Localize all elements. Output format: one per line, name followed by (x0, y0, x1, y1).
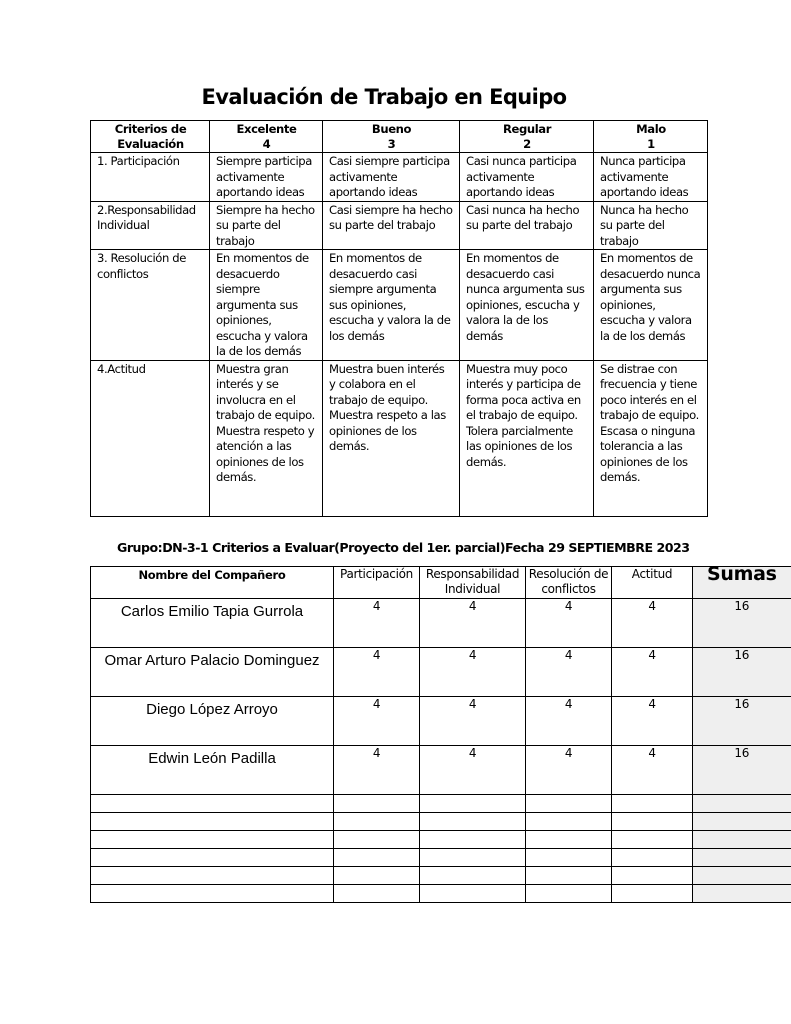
score-responsibility: 4 (420, 746, 526, 795)
rubric-header-row (91, 121, 708, 153)
empty-cell (526, 849, 612, 867)
rubric-cell: Casi nunca ha hecho su parte del trabajo (460, 201, 594, 250)
empty-cell (526, 795, 612, 813)
empty-cell (693, 795, 791, 813)
table-row (91, 599, 791, 648)
rubric-row-participacion (91, 153, 708, 202)
level-name: Bueno (371, 122, 412, 136)
score-sum: 16 (693, 599, 791, 648)
rubric-row-resolucion (91, 250, 708, 361)
level-score: 2 (523, 137, 531, 151)
level-name: Malo (636, 122, 666, 136)
level-name: Regular (502, 122, 552, 136)
header-resolution: Resolución de conflictos (526, 567, 612, 599)
empty-cell (526, 867, 612, 885)
empty-cell (91, 849, 334, 867)
table-row (91, 648, 791, 697)
rubric-cell: Muestra buen interés y colabora en el trabajo de equipo. Muestra respeto a las opiniones de los demás. (323, 360, 460, 516)
student-name: Omar Arturo Palacio Dominguez (91, 648, 334, 697)
score-attitude: 4 (612, 648, 693, 697)
empty-row (91, 885, 791, 903)
student-name: Diego López Arroyo (91, 697, 334, 746)
empty-row (91, 867, 791, 885)
header-responsibility: Responsabilidad Individual (420, 567, 526, 599)
score-sum: 16 (693, 697, 791, 746)
rubric-table (90, 120, 708, 517)
empty-row (91, 831, 791, 849)
rubric-cell: Nunca ha hecho su parte del trabajo (594, 201, 708, 250)
score-resolution: 4 (526, 746, 612, 795)
rubric-criterion: 3. Resolución de conflictos (91, 250, 210, 361)
score-responsibility: 4 (420, 697, 526, 746)
rubric-cell: Casi siempre ha hecho su parte del trabajo (323, 201, 460, 250)
rubric-cell: En momentos de desacuerdo casi nunca argumenta sus opiniones, escucha y valora la de los demás (460, 250, 594, 361)
rubric-criterion: 1. Participación (91, 153, 210, 202)
rubric-cell: Casi nunca participa activamente aportando ideas (460, 153, 594, 202)
empty-cell (693, 849, 791, 867)
empty-cell (612, 795, 693, 813)
score-attitude: 4 (612, 746, 693, 795)
score-responsibility: 4 (420, 599, 526, 648)
empty-cell (693, 813, 791, 831)
empty-cell (526, 831, 612, 849)
empty-cell (612, 831, 693, 849)
rubric-row-actitud (91, 360, 708, 516)
rubric-header-malo (594, 121, 708, 153)
empty-row (91, 849, 791, 867)
empty-cell (612, 885, 693, 903)
score-participation: 4 (334, 648, 420, 697)
rubric-header-excelente (210, 121, 323, 153)
level-name: Excelente (236, 122, 297, 136)
evaluation-header-row (91, 567, 791, 599)
level-score: 3 (387, 137, 396, 151)
score-resolution: 4 (526, 697, 612, 746)
score-responsibility: 4 (420, 648, 526, 697)
empty-cell (420, 885, 526, 903)
empty-cell (420, 795, 526, 813)
rubric-criterion: 4.Actitud (91, 360, 210, 516)
empty-cell (693, 885, 791, 903)
empty-cell (420, 849, 526, 867)
empty-cell (420, 813, 526, 831)
empty-cell (91, 813, 334, 831)
rubric-criterion: 2.Responsabilidad Individual (91, 201, 210, 250)
empty-cell (334, 813, 420, 831)
empty-cell (612, 867, 693, 885)
empty-cell (334, 849, 420, 867)
empty-cell (526, 885, 612, 903)
table-row (91, 746, 791, 795)
empty-cell (420, 867, 526, 885)
level-score: 4 (262, 137, 271, 151)
rubric-cell: En momentos de desacuerdo siempre argumenta sus opiniones, escucha y valora la de los demás (210, 250, 323, 361)
empty-cell (334, 867, 420, 885)
empty-cell (334, 885, 420, 903)
rubric-cell: Se distrae con frecuencia y tiene poco interés en el trabajo de equipo. Escasa o ninguna tolerancia a las opiniones de los demás. (594, 360, 708, 516)
rubric-cell: Siempre ha hecho su parte del trabajo (210, 201, 323, 250)
student-name: Edwin León Padilla (91, 746, 334, 795)
empty-row (91, 813, 791, 831)
score-resolution: 4 (526, 648, 612, 697)
rubric-cell: Muestra muy poco interés y participa de forma poca activa en el trabajo de equipo. Tolera parcialmente las opiniones de los demás. (460, 360, 594, 516)
rubric-cell: En momentos de desacuerdo casi siempre argumenta sus opiniones, escucha y valora la de los demás (323, 250, 460, 361)
empty-cell (420, 831, 526, 849)
empty-cell (693, 831, 791, 849)
score-attitude: 4 (612, 599, 693, 648)
empty-cell (91, 885, 334, 903)
page-title: Evaluación de Trabajo en Equipo (201, 85, 567, 109)
rubric-header-bueno (323, 121, 460, 153)
rubric-header-criteria: Criterios de Evaluación (91, 121, 210, 153)
header-attitude: Actitud (612, 567, 693, 599)
group-info: Grupo:DN-3-1 Criterios a Evaluar(Proyecto del 1er. parcial)Fecha 29 SEPTIEMBRE 2023 (117, 540, 690, 555)
header-participation: Participación (334, 567, 420, 599)
evaluation-table (90, 563, 791, 903)
rubric-cell: Muestra gran interés y se involucra en el trabajo de equipo. Muestra respeto y atención a las opiniones de los demás. (210, 360, 323, 516)
score-sum: 16 (693, 648, 791, 697)
rubric-cell: Nunca participa activamente aportando ideas (594, 153, 708, 202)
empty-cell (612, 849, 693, 867)
rubric-header-regular (460, 121, 594, 153)
empty-cell (91, 831, 334, 849)
score-attitude: 4 (612, 697, 693, 746)
empty-row (91, 795, 791, 813)
empty-cell (612, 813, 693, 831)
header-sums: Sumas (693, 567, 791, 599)
score-resolution: 4 (526, 599, 612, 648)
rubric-cell: Casi siempre participa activamente aportando ideas (323, 153, 460, 202)
student-name: Carlos Emilio Tapia Gurrola (91, 599, 334, 648)
score-participation: 4 (334, 599, 420, 648)
empty-cell (91, 867, 334, 885)
empty-cell (526, 813, 612, 831)
empty-cell (334, 795, 420, 813)
rubric-cell: Siempre participa activamente aportando ideas (210, 153, 323, 202)
header-name: Nombre del Compañero (91, 567, 334, 599)
score-participation: 4 (334, 697, 420, 746)
score-sum: 16 (693, 746, 791, 795)
level-score: 1 (647, 137, 655, 151)
rubric-row-responsabilidad (91, 201, 708, 250)
rubric-cell: En momentos de desacuerdo nunca argumenta sus opiniones, escucha y valora la de los demás (594, 250, 708, 361)
empty-cell (693, 867, 791, 885)
empty-cell (91, 795, 334, 813)
score-participation: 4 (334, 746, 420, 795)
empty-cell (334, 831, 420, 849)
table-row (91, 697, 791, 746)
